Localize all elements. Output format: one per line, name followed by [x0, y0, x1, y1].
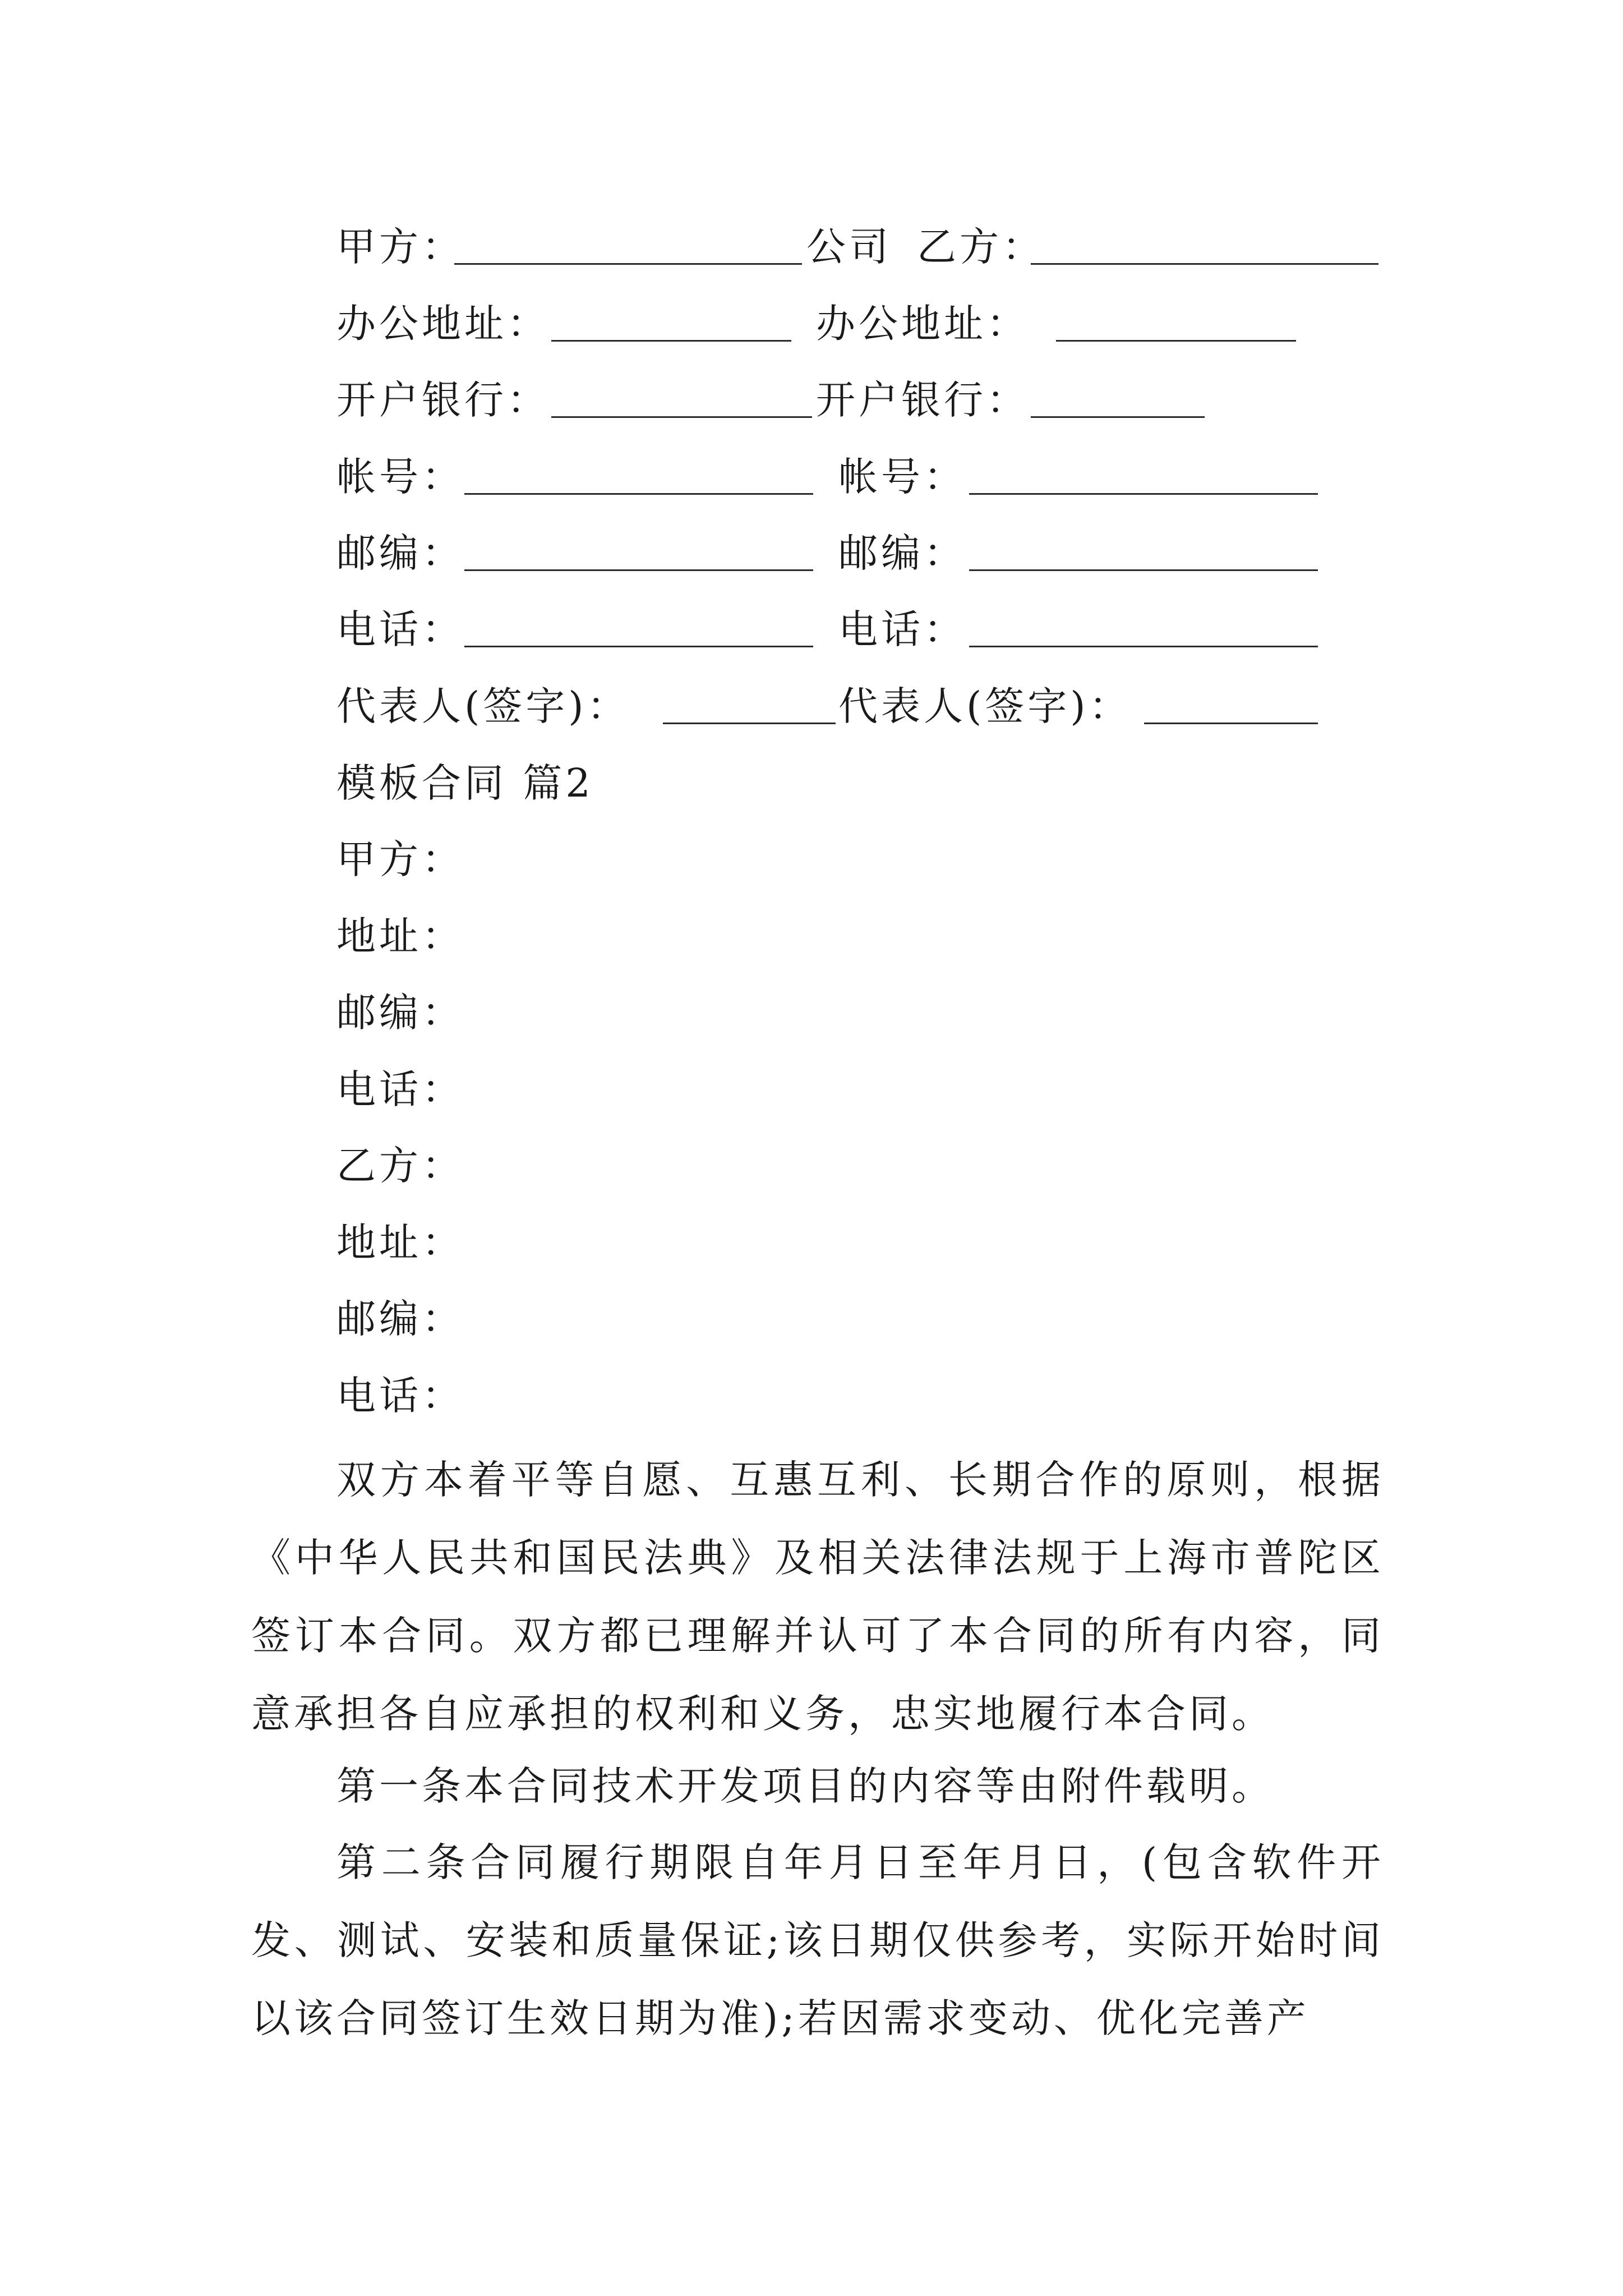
party-field: 邮编：	[336, 1296, 464, 1342]
party-field: 甲方：	[336, 836, 464, 882]
section-title: 模板合同 篇2	[336, 760, 594, 806]
party-field: 电话：	[336, 1066, 464, 1112]
bank-a-label: 开户银行：	[336, 377, 550, 423]
office-address-b-blank	[1056, 340, 1296, 342]
party-field: 地址：	[336, 1220, 464, 1266]
representative-b-label: 代表人(签字)：	[838, 683, 1132, 729]
body-paragraph: 双方本着平等自愿、互惠互利、长期合作的原则，根据《中华人民共和国民法典》及相关法律法规于上海市普陀区签订本合同。双方都已理解并认可了本合同的所有内容，同意承担各自应承担的权利和义务，忠实地履行本合同。	[251, 1457, 1384, 1737]
party-field: 邮编：	[336, 990, 464, 1036]
account-a-label: 帐号：	[336, 454, 464, 500]
account-b-label: 帐号：	[838, 454, 966, 500]
office-address-a-blank	[551, 340, 791, 342]
office-address-a-label: 办公地址：	[336, 301, 550, 347]
representative-a-blank	[663, 723, 836, 724]
party-a-label: 甲方：	[336, 224, 464, 270]
party-a-blank	[454, 263, 802, 265]
postcode-a-label: 邮编：	[336, 530, 464, 576]
bank-b-label: 开户银行：	[816, 377, 1029, 423]
account-a-blank	[464, 493, 813, 495]
phone-b-label: 电话：	[838, 606, 966, 652]
party-field: 电话：	[336, 1373, 464, 1419]
body-paragraph: 第一条本合同技术开发项目的内容等由附件载明。	[336, 1763, 1274, 1809]
bank-b-blank	[1031, 416, 1205, 418]
postcode-a-blank	[464, 569, 813, 571]
party-b-blank	[1031, 263, 1378, 265]
phone-b-blank	[969, 646, 1318, 647]
party-a-suffix: 公司	[806, 224, 892, 270]
party-field: 地址：	[336, 913, 464, 959]
representative-a-label: 代表人(签字)：	[336, 683, 630, 729]
party-field: 乙方：	[336, 1143, 464, 1189]
bank-a-blank	[551, 416, 812, 418]
postcode-b-label: 邮编：	[838, 530, 966, 576]
body-paragraph: 第二条合同履行期限自年月日至年月日，(包含软件开发、测试、安装和质量保证;该日期仅供参考，实际开始时间以该合同签订生效日期为准);若因需求变动、优化完善产	[251, 1839, 1384, 2041]
party-b-label: 乙方：	[917, 224, 1045, 270]
office-address-b-label: 办公地址：	[816, 301, 1029, 347]
phone-a-label: 电话：	[336, 606, 464, 652]
phone-a-blank	[464, 646, 813, 647]
account-b-blank	[969, 493, 1318, 495]
postcode-b-blank	[969, 569, 1318, 571]
representative-b-blank	[1144, 723, 1318, 724]
